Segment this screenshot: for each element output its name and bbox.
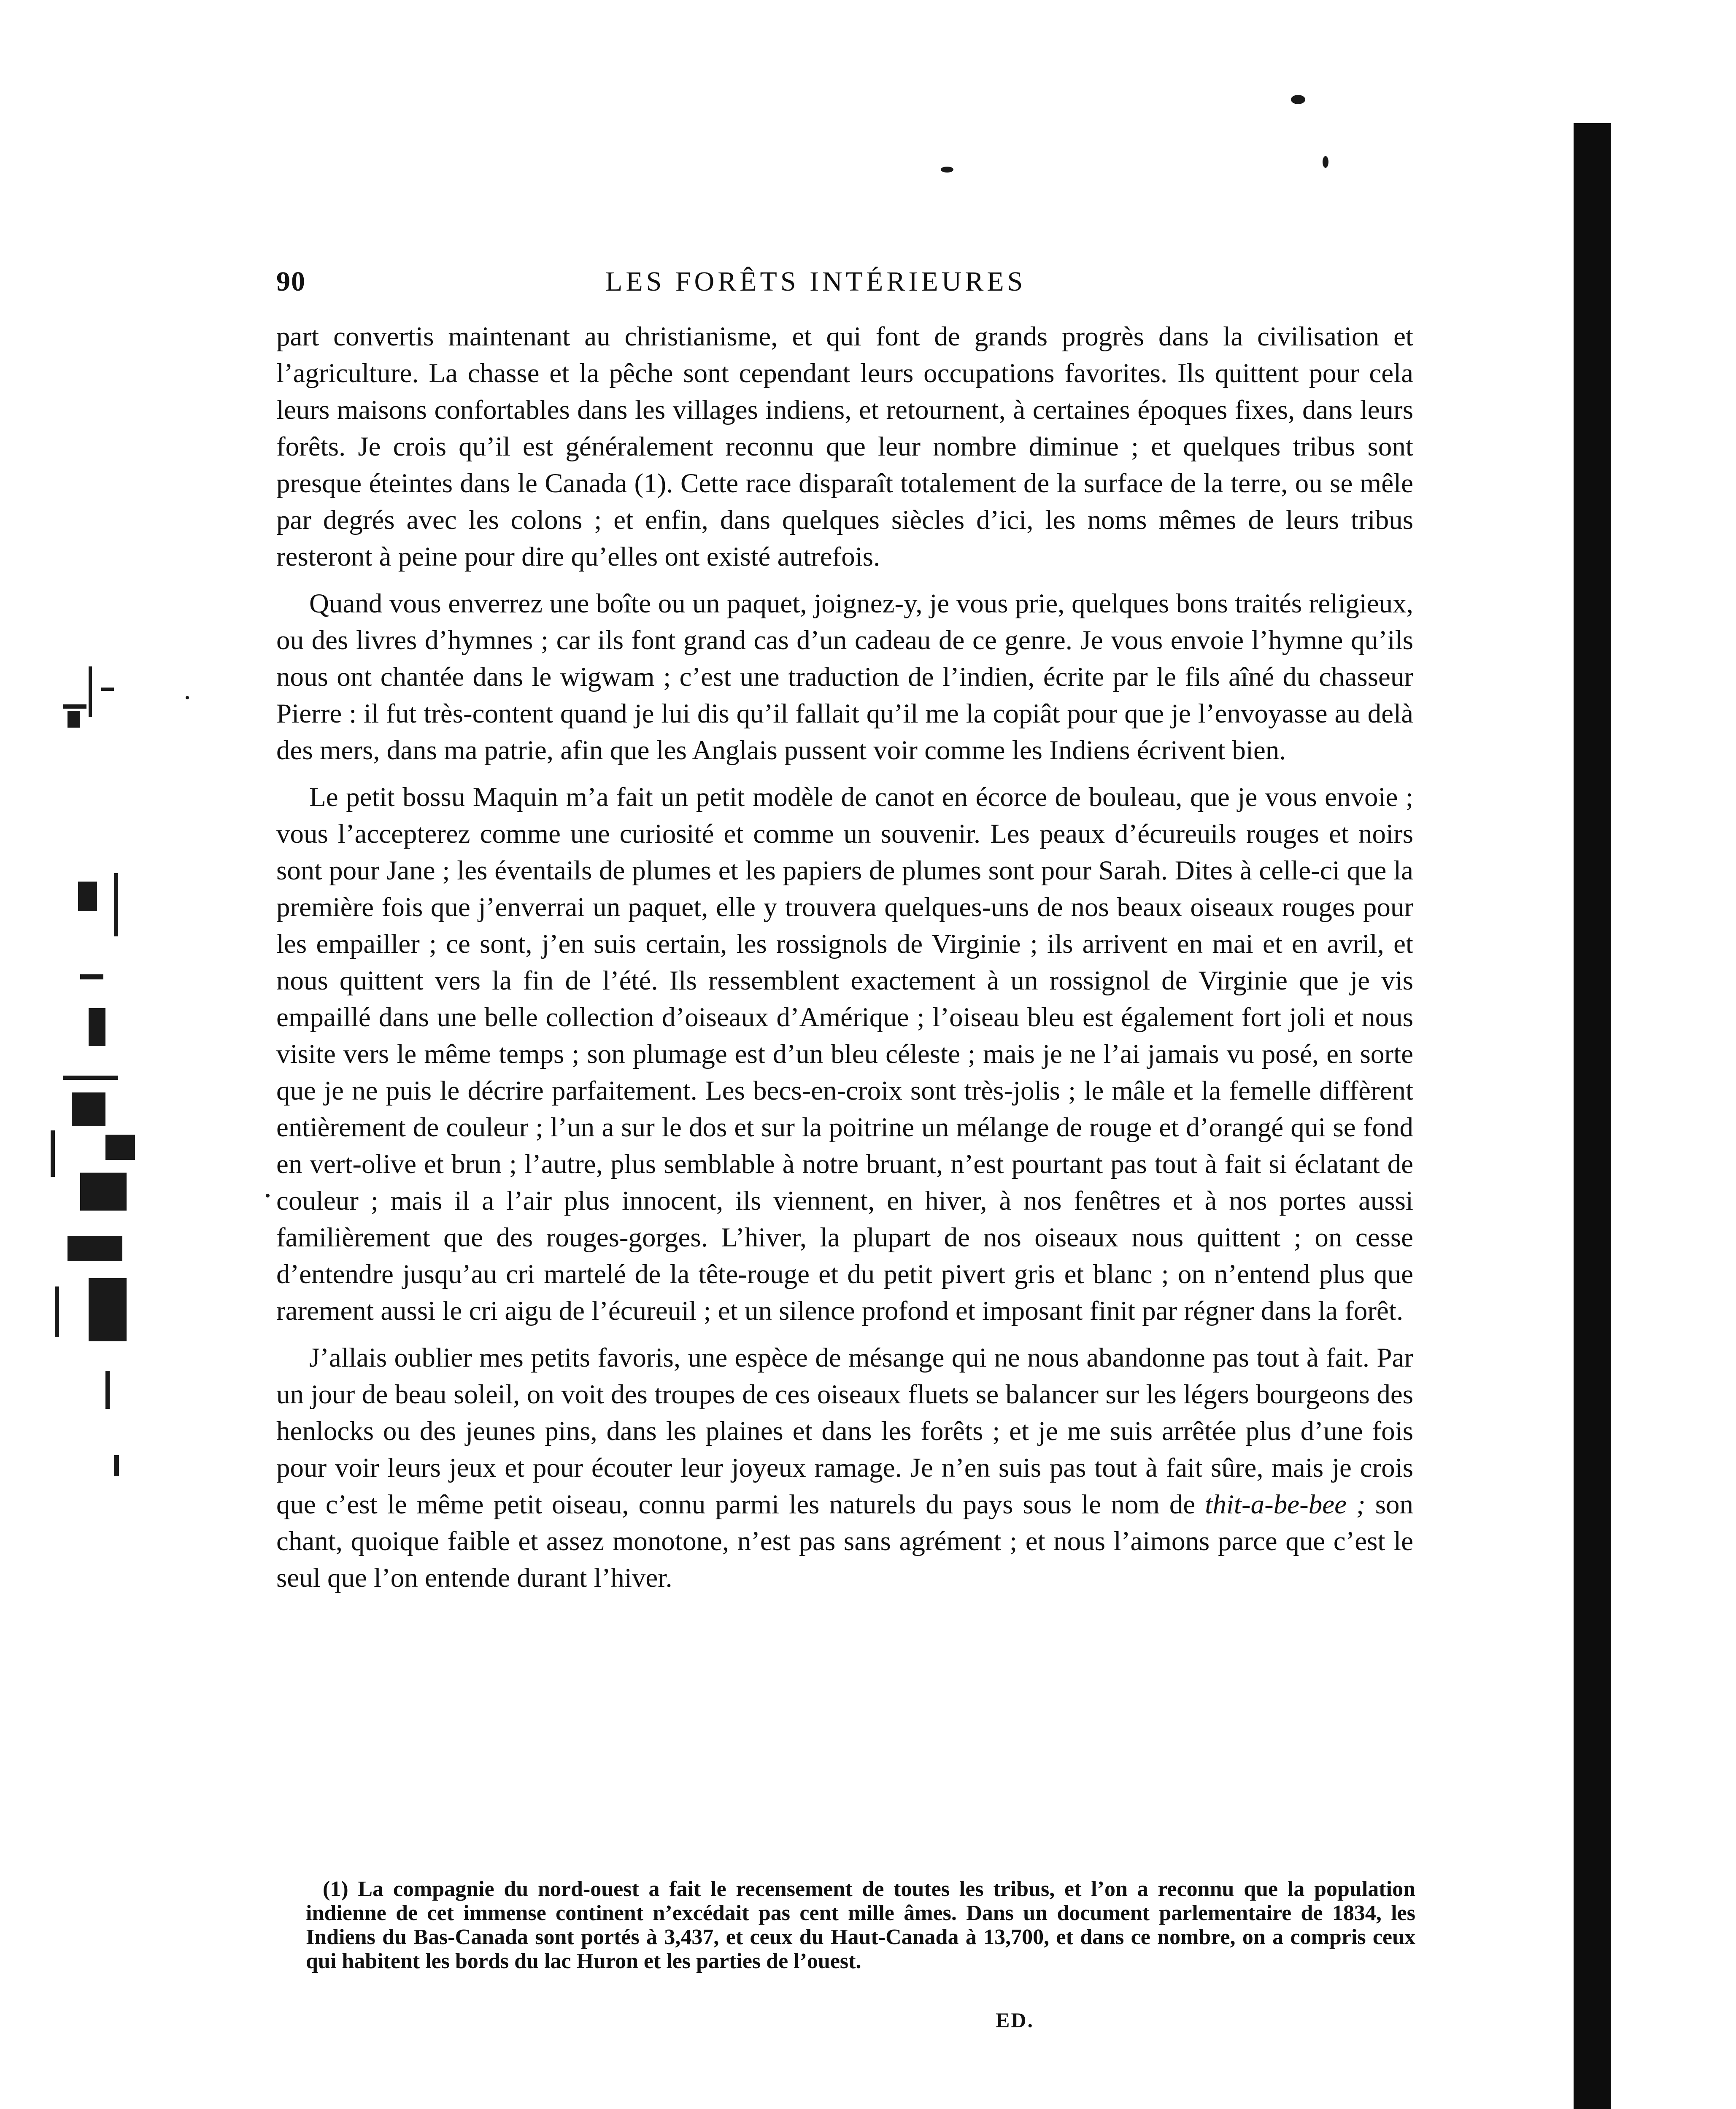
paragraph-text: J’allais oublier mes petits favoris, une espèce de mésange qui ne nous abandonne pas tout à fait. Par un jour de beau soleil, on voit des troupes de ces oiseaux fluets se balancer sur les légers bourgeons des henlocks ou des jeunes pins, dans les plaines et dans les forêts ; et je me suis arrêtée plus d’une fois pour voir leurs jeux et pour écouter leur joyeux ramage. Je n’en suis pas tout à fait sûre, mais je crois que c’est le même petit oiseau, connu parmi les naturels du pays sous le nom de <box>276 1343 1413 1520</box>
page-number: 90 <box>276 266 306 297</box>
page-header <box>276 266 1415 308</box>
paragraph <box>276 1340 1413 1597</box>
body-text <box>276 318 1413 1607</box>
footnote <box>306 1877 1415 1973</box>
footnote-signature: ED. <box>996 2008 1034 2032</box>
scan-speck <box>1323 156 1328 168</box>
paragraph: part convertis maintenant au christianisme, et qui font de grands progrès dans la civilisation et l’agriculture. La chasse et la pêche sont cependant leurs occupations favorites. Ils quittent pour cela leurs maisons confortables dans les villages indiens, et retournent, à certaines époques fixes, dans leurs forêts. Je crois qu’il est généralement reconnu que leur nombre diminue ; et quelques tribus sont presque éteintes dans le Canada (1). Cette race disparaît totalement de la surface de la terre, ou se mêle par degrés avec les colons ; et enfin, dans quelques siècles d’ici, les noms mêmes de leurs tribus resteront à peine pour dire qu’elles ont existé autrefois. <box>276 321 1413 572</box>
footnote-text: (1) La compagnie du nord-ouest a fait le recensement de toutes les tribus, et l’on a reconnu que la population indienne de cet immense continent n’excédait pas cent mille âmes. Dans un document parlementaire de 1834, les Indiens du Bas-Canada sont portés à 3,437, et ceux du Haut-Canada à 13,700, et dans ce nombre, on a compris ceux qui habitent les bords du lac Huron et les parties de l’ouest. <box>306 1877 1415 1973</box>
paragraph-text: son chant, quoique faible et assez monotone, n’est pas sans agrément ; et nous l’aimons parce que c’est le seul que l’on entende durant l’hiver. <box>276 1489 1414 1593</box>
paragraph: Le petit bossu Maquin m’a fait un petit modèle de canot en écorce de bouleau, que je vous envoie ; vous l’accepterez comme une curiosité et comme un souvenir. Les peaux d’écureuils rouges et noirs sont pour Jane ; les éventails de plumes et les papiers de plumes sont pour Sarah. Dites à celle-ci que la première fois que j’enverrai un paquet, elle y trouvera quelques-uns de nos beaux oiseaux rouges pour les empailler ; ce sont, j’en suis certain, les rossignols de Virginie ; ils arrivent en mai et en avril, et nous quittent vers la fin de l’été. Ils ressemblent exactement à un rossignol de Virginie que je vis empaillé dans une belle collection d’oiseaux d’Amérique ; l’oiseau bleu est également fort joli et nous visite vers le même temps ; son plumage est d’un bleu céleste ; mais je ne l’ai jamais vu posé, en sorte que je ne puis le décrire parfaitement. Les becs-en-croix sont très-jolis ; le mâle et la femelle diffèrent entièrement de couleur ; l’un a sur le dos et sur la poitrine un mélange de rouge et d’orangé qui se fond en vert-olive et brun ; l’autre, plus semblable à notre bruant, n’est pourtant pas tout à fait si éclatant de couleur ; mais il a l’air plus innocent, ils viennent, en hiver, à nos fenêtres et à nos portes aussi familièrement que des rouges-gorges. L’hiver, la plupart de nos oiseaux nous quittent ; on cesse d’entendre jusqu’au cri martelé de la tête-rouge et du petit pivert gris et blanc ; on n’entend plus que rarement aussi le cri aigu de l’écureuil ; et un silence profond et imposant finit par régner dans la forêt. <box>276 782 1413 1326</box>
bird-name: thit-a-be-bee ; <box>1205 1489 1366 1520</box>
paragraph: Quand vous enverrez une boîte ou un paquet, joignez-y, je vous prie, quelques bons traités religieux, ou des livres d’hymnes ; car ils font grand cas d’un cadeau de ce genre. Je vous envoie l’hymne qu’ils nous ont chantée dans le wigwam ; c’est une traduction de l’indien, écrite par le fils aîné du chasseur Pierre : il fut très-content quand je lui dis qu’il fallait qu’il me la copiât pour que je l’envoyasse au delà des mers, dans ma patrie, afin que les Anglais pussent voir comme les Indiens écrivent bien. <box>276 588 1413 766</box>
scan-margin-noise <box>38 612 135 1540</box>
scan-speck <box>941 167 953 173</box>
scan-speck <box>266 1194 270 1197</box>
running-title: LES FORÊTS INTÉRIEURES <box>605 266 1026 297</box>
scan-speck <box>186 696 189 699</box>
scan-speck <box>1291 95 1305 104</box>
scan-border-bar <box>1574 123 1611 2109</box>
